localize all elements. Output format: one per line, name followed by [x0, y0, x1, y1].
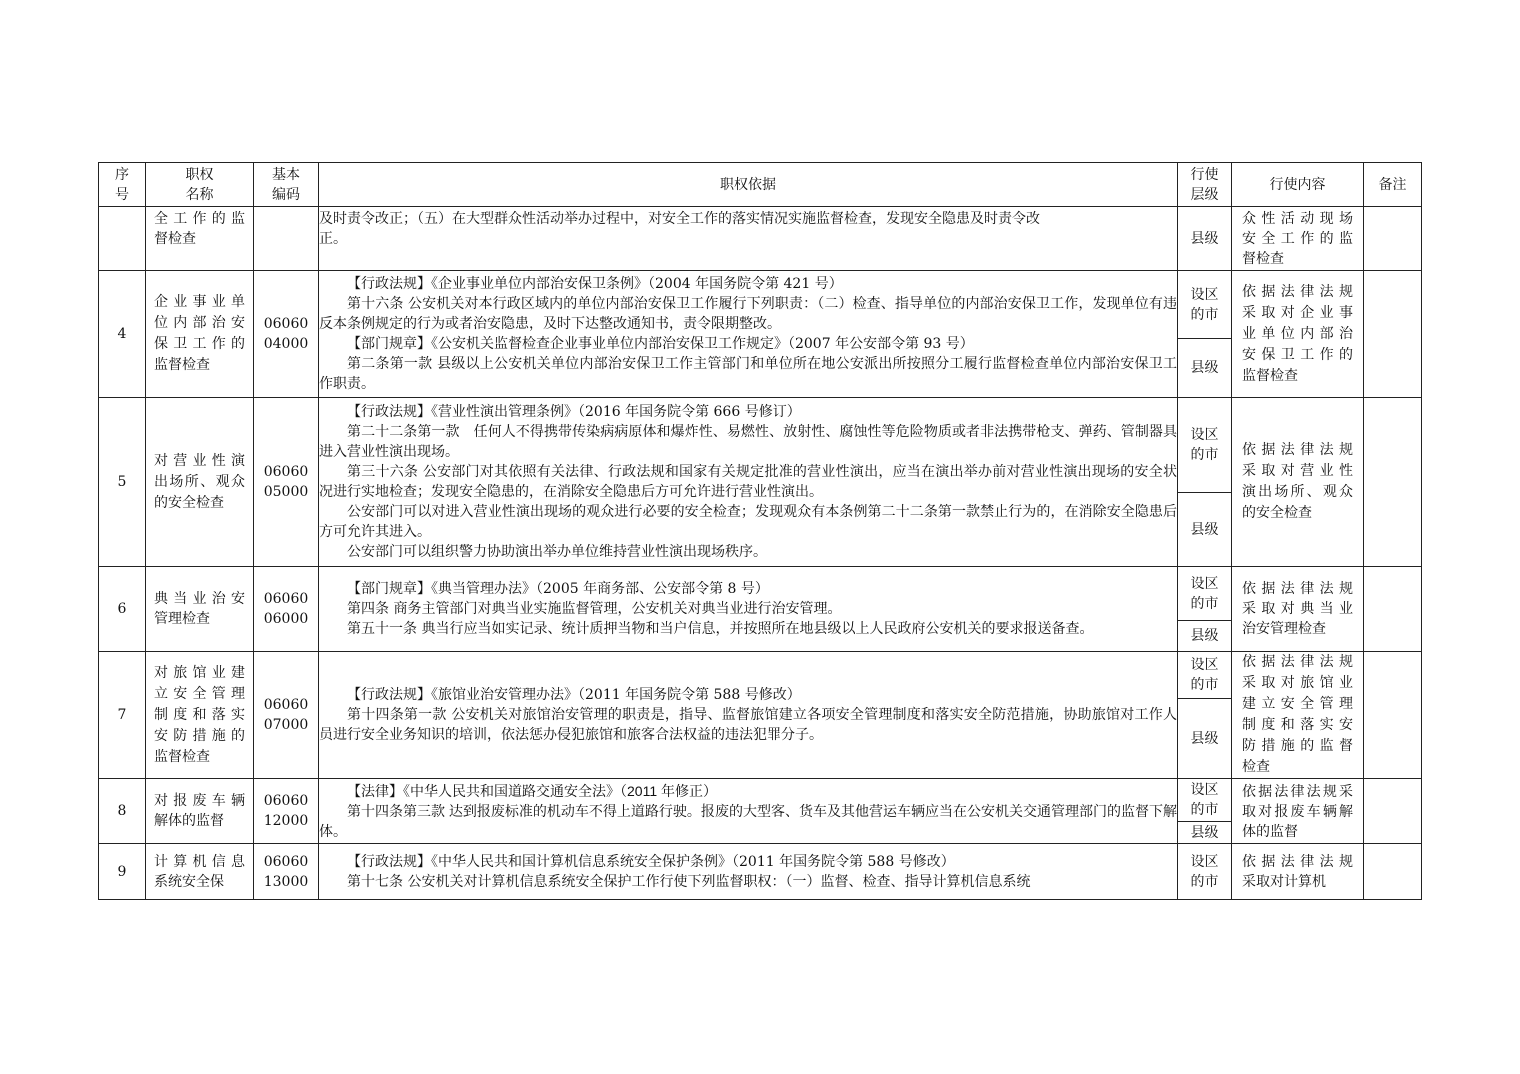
- row-basis: 【部门规章】《典当管理办法》（2005 年商务部、公安部令第 8 号） 第四条 商务主管部门对典当业实施监督管理，公安机关对典当业进行治安管理。 第五十一条 典当行应当如实记录、统计质押当物和当户信息，并按照所在地县级以上人民政府公安机关的要求报送备查。: [319, 567, 1178, 652]
- row-basis: 【行政法规】《营业性演出管理条例》（2016 年国务院令第 666 号修订） 第二十二条第一款 任何人不得携带传染病病原体和爆炸性、易燃性、放射性、腐蚀性等危险物质或者非法携带枪支、弹药、管制器具进入营业性演出现场。 第三十六条 公安部门对其依照有关法律、行政法规和国家有关规定批准的营业性演出，应当在演出举办前对营业性演出现场的安全状况进行实地检查；发现安全隐患的，在消除安全隐患后方可允许进行营业性演出。 公安部门可以对进入营业性演出现场的观众进行必要的安全检查；发现观众有本条例第二十二条第一款禁止行为的，在消除安全隐患后方可允许其进入。 公安部门可以组织警力协助演出举办单位维持营业性演出现场秩序。: [319, 398, 1178, 567]
- row-content: 依据法律法规 采取对营业性 演出场所、观众 的安全检查: [1232, 398, 1364, 567]
- row-content: 众性活动现场 安全工作的监 督检查: [1232, 207, 1364, 271]
- table-row: [99, 207, 1422, 271]
- row-level: 设区 的市: [1178, 844, 1232, 900]
- row-content: 依据法律法规 采取对企业事 业单位内部治 安保卫工作的 监督检查: [1232, 271, 1364, 398]
- authority-table: [98, 162, 1422, 900]
- header-name: 职权 名称: [146, 163, 254, 207]
- row-name: 计算机信息 系统安全保: [146, 844, 254, 900]
- table-row: [99, 779, 1422, 822]
- row-level: 县级: [1178, 207, 1232, 271]
- table-row: [99, 652, 1422, 699]
- row-seq: 4: [99, 271, 146, 398]
- row-code: 06060 05000: [254, 398, 319, 567]
- row-basis: 【行政法规】《中华人民共和国计算机信息系统安全保护条例》（2011 年国务院令第 588 号修改） 第十七条 公安机关对计算机信息系统安全保护工作行使下列监督职权：（一）监督、检查、指导计算机信息系统: [319, 844, 1178, 900]
- row-basis: 及时责令改正；（五）在大型群众性活动举办过程中，对安全工作的落实情况实施监督检查，发现安全隐患及时责令改 正。: [319, 207, 1178, 271]
- row-basis: 【行政法规】《旅馆业治安管理办法》（2011 年国务院令第 588 号修改） 第十四条第一款 公安机关对旅馆治安管理的职责是，指导、监督旅馆建立各项安全管理制度和落实安全防范措施，协助旅馆对工作人员进行安全业务知识的培训，依法惩办侵犯旅馆和旅客合法权益的违法犯罪分子。: [319, 652, 1178, 779]
- row-code: 06060 04000: [254, 271, 319, 398]
- row-level: 设区 的市: [1178, 567, 1232, 621]
- row-name: 对旅馆业建 立安全管理 制度和落实 安防措施的 监督检查: [146, 652, 254, 779]
- row-name: 全工作的监 督检查: [146, 207, 254, 271]
- header-basis: 职权依据: [319, 163, 1178, 207]
- row-level: 设区 的市: [1178, 398, 1232, 493]
- table-row: [99, 844, 1422, 900]
- row-remark: [1364, 779, 1422, 844]
- row-content: 依据法律法规采 取对报废车辆解 体的监督: [1232, 779, 1364, 844]
- row-name: 企业事业单 位内部治安 保卫工作的 监督检查: [146, 271, 254, 398]
- row-remark: [1364, 398, 1422, 567]
- row-level: 县级: [1178, 621, 1232, 652]
- row-code: 06060 13000: [254, 844, 319, 900]
- row-remark: [1364, 652, 1422, 779]
- row-remark: [1364, 844, 1422, 900]
- row-code: 06060 06000: [254, 567, 319, 652]
- row-remark: [1364, 567, 1422, 652]
- header-level: 行使 层级: [1178, 163, 1232, 207]
- row-level: 设区 的市: [1178, 779, 1232, 822]
- header-row: [99, 163, 1422, 207]
- row-name: 对报废车辆 解体的监督: [146, 779, 254, 844]
- row-basis: 【行政法规】《企业事业单位内部治安保卫条例》（2004 年国务院令第 421 号） 第十六条 公安机关对本行政区域内的单位内部治安保卫工作履行下列职责：（二）检查、指导单位的内部治安保卫工作，发现单位有违反本条例规定的行为或者治安隐患，及时下达整改通知书，责令限期整改。 【部门规章】《公安机关监督检查企业事业单位内部治安保卫工作规定》（2007 年公安部令第 93 号） 第二条第一款 县级以上公安机关单位内部治安保卫工作主管部门和单位所在地公安派出所按照分工履行监督检查单位内部治安保卫工作职责。: [319, 271, 1178, 398]
- header-seq: 序 号: [99, 163, 146, 207]
- table-row: [99, 271, 1422, 339]
- row-level: 县级: [1178, 493, 1232, 567]
- row-seq: 5: [99, 398, 146, 567]
- row-level: 设区 的市: [1178, 271, 1232, 339]
- row-code: [254, 207, 319, 271]
- row-seq: 6: [99, 567, 146, 652]
- row-seq: [99, 207, 146, 271]
- row-code: 06060 07000: [254, 652, 319, 779]
- row-seq: 9: [99, 844, 146, 900]
- row-seq: 8: [99, 779, 146, 844]
- row-seq: 7: [99, 652, 146, 779]
- table-row: [99, 567, 1422, 621]
- row-remark: [1364, 271, 1422, 398]
- row-content: 依据法律法规 采取对典当业 治安管理检查: [1232, 567, 1364, 652]
- row-basis: 【法律】《中华人民共和国道路交通安全法》（2011 年修正） 第十四条第三款 达到报废标准的机动车不得上道路行驶。报废的大型客、货车及其他营运车辆应当在公安机关交通管理部门的监督下解体。: [319, 779, 1178, 844]
- table-row: [99, 398, 1422, 493]
- header-code: 基本 编码: [254, 163, 319, 207]
- row-level: 设区 的市: [1178, 652, 1232, 699]
- row-level: 县级: [1178, 339, 1232, 398]
- row-level: 县级: [1178, 699, 1232, 779]
- row-content: 依据法律法规 采取对计算机: [1232, 844, 1364, 900]
- row-name: 典当业治安 管理检查: [146, 567, 254, 652]
- row-content: 依据法律法规 采取对旅馆业 建立安全管理 制度和落实安 防措施的监督 检查: [1232, 652, 1364, 779]
- header-content: 行使内容: [1232, 163, 1364, 207]
- row-name: 对营业性演 出场所、观众 的安全检查: [146, 398, 254, 567]
- header-remark: 备注: [1364, 163, 1422, 207]
- row-code: 06060 12000: [254, 779, 319, 844]
- row-remark: [1364, 207, 1422, 271]
- row-level: 县级: [1178, 822, 1232, 844]
